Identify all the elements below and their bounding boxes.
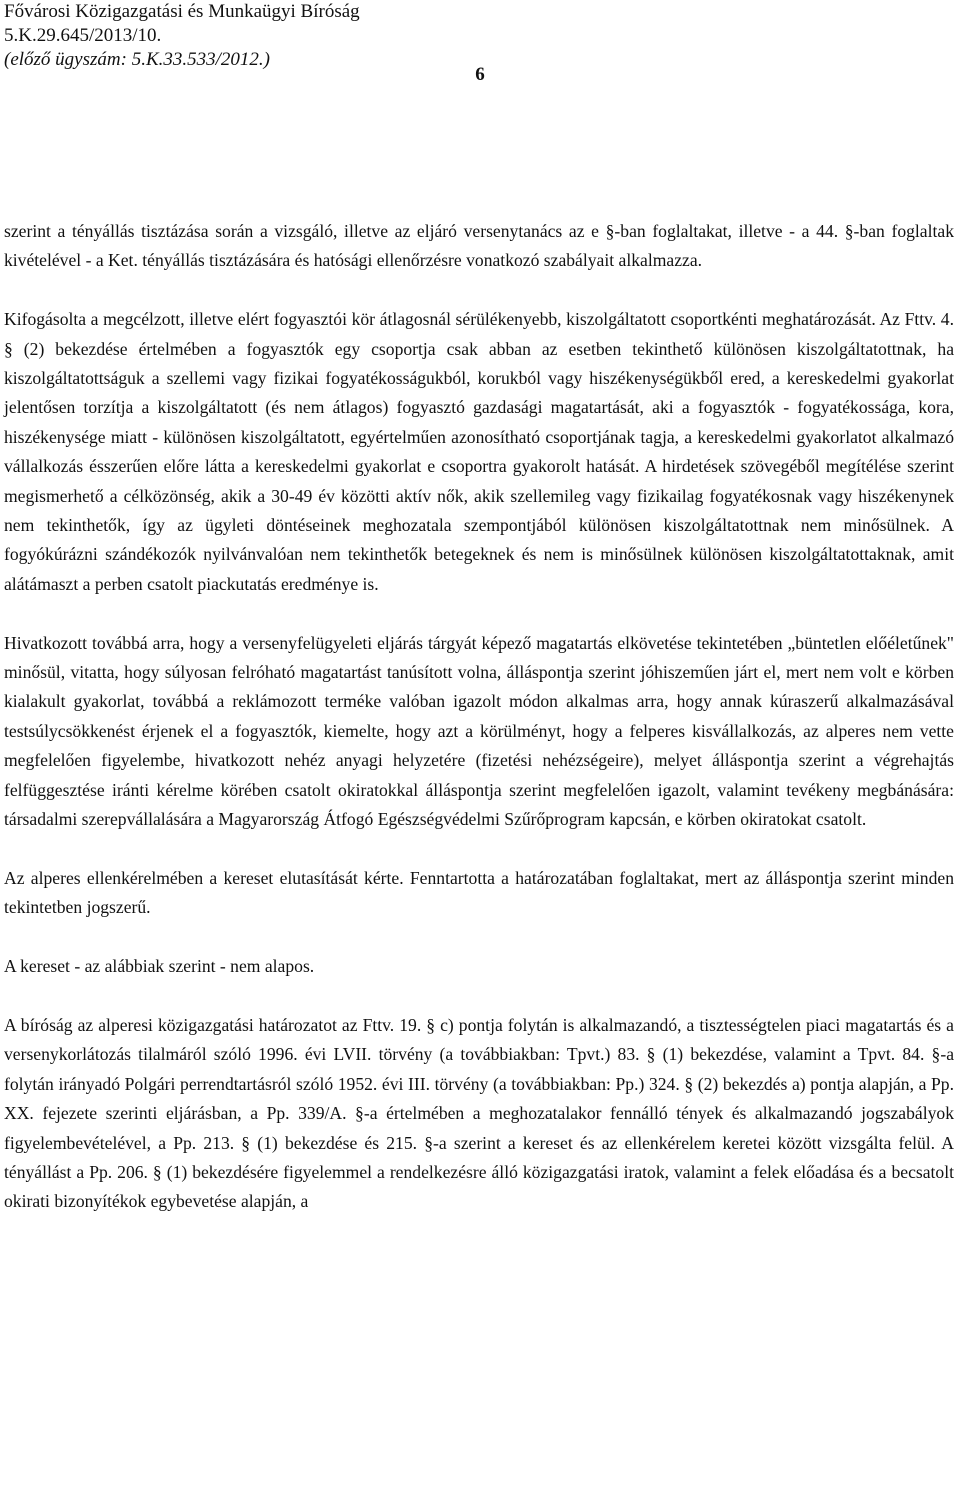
case-number: 5.K.29.645/2013/10. [4,25,162,46]
paragraph: Hivatkozott továbbá arra, hogy a versenyfelügyeleti eljárás tárgyát képező magatartás elkövetése tekintetében „büntetlen előéletűnek" minősül, vitatta, hogy súlyosan felróható magatartást tanúsított volna, álláspontja szerint jóhiszeműen járt el, mert nem volt e körben kialakult gyakorlat, továbbá a reklámozott terméke valóban igazolt módon alkalmas arra, hogy annak kúraszerű alkalmazásával testsúlycsökkenést érjenek el a fogyasztók, kiemelte, hogy azt a körülményt, hogy a felperes kisvállalkozás, az alperes nem vette megfelelően figyelembe, hivatkozott nehéz anyagi helyzetére (fizetési nehézségeire), melyet álláspontja szerint a végrehajtás felfüggesztése iránti kérelme körében csatolt okiratokkal álláspontja szerint megfelelően igazolt, valamint tevékeny megbánására: társadalmi szerepvállalására a Magyarország Átfogó Egészségvédelmi Szűrőprogram kapcsán, e körben okiratokat csatolt. [4,632,954,830]
court-name: Fővárosi Közigazgatási és Munkaügyi Bíróság [4,1,360,22]
paragraph: A kereset - az alábbiak szerint - nem alapos. [4,956,315,977]
previous-case-number: (előző ügyszám: 5.K.33.533/2012.) [4,49,270,70]
paragraph: A bíróság az alperesi közigazgatási határozatot az Fttv. 19. § c) pontja folytán is alkalmazandó, a tisztességtelen piaci magatartás és a versenykorlátozás tilalmáról szóló 1996. évi LVII. törvény (a továbbiakban: Tpvt.) 83. § (1) bekezdése, valamint a Tpvt. 84. §-a folytán irányadó Polgári perrendtartásról szóló 1952. évi III. törvény (a továbbiakban: Pp.) 324. § (2) bekezdés a) pontja alapján, a Pp. XX. fejezete szerinti eljárásban, a Pp. 339/A. §-a értelmében a meghozatalakor fennálló tények és alkalmazandó jogszabályok figyelembevételével, a Pp. 213. § (1) bekezdése és 215. §-a szerint a kereset és az ellenkérelem keretei között vizsgálta felül. A tényállást a Pp. 206. § (1) bekezdésére figyelemmel a rendelkezésre álló közigazgatási iratok, valamint a felek előadása és a becsatolt okirati bizonyítékok egybevetése alapján, a [4,1014,954,1212]
paragraph: szerint a tényállás tisztázása során a vizsgáló, illetve az eljáró versenytanács az e §-ban foglaltakat, illetve - a 44. §-ban foglaltak kivételével - a Ket. tényállás tisztázására és hatósági ellenőrzésre vonatkozó szabályait alkalmazza. [4,221,954,271]
paragraph: Az alperes ellenkérelmében a kereset elutasítását kérte. Fenntartotta a határozatában foglaltakat, mert az álláspontja szerint minden tekintetben jogszerű. [4,867,954,918]
document-body [4,217,954,1217]
paragraph: Kifogásolta a megcélzott, illetve elért fogyasztói kör átlagosnál sérülékenyebb, kiszolgáltatott csoportkénti meghatározását. Az Fttv. 4. § (2) bekezdése értelmében a fogyasztók egy csoportja csak abban az esetben tekinthető különösen kiszolgáltatottnak, ha kiszolgáltatottságuk a szellemi vagy fizikai fogyatékosságukból, korukból vagy hiszékenységükből ered, a kereskedelmi gyakorlat jelentősen torzítja a kiszolgáltatott (és nem átlagos) fogyasztó gazdasági magatartását, aki a fogyasztók - fogyatékossága, kora, hiszékenysége miatt - különösen kiszolgáltatott, egyértelműen azonosítható csoportjának tagja, a kereskedelmi gyakorlatot alkalmazó vállalkozás ésszerűen előre látta a kereskedelmi gyakorlat e csoportra gyakorolt hatását. A hirdetések szövegéből megítélése szerint megismerhető a célközönség, akik a 30-49 év közötti aktív nők, akik szellemileg vagy fizikailag fogyatékosnak vagy hiszékenynek nem tekinthetők, így az ügyleti döntéseinek meghozatala szempontjából különösen kiszolgáltatottnak nem minősülnek. A fogyókúrázni szándékozók nyilvánvalóan nem tekinthetők betegeknek és nem is minősülnek különösen kiszolgáltatottaknak, amit alátámaszt a perben csatolt piackutatás eredménye is. [4,309,954,594]
document-header [4,0,360,72]
page-number: 6 [475,64,485,85]
